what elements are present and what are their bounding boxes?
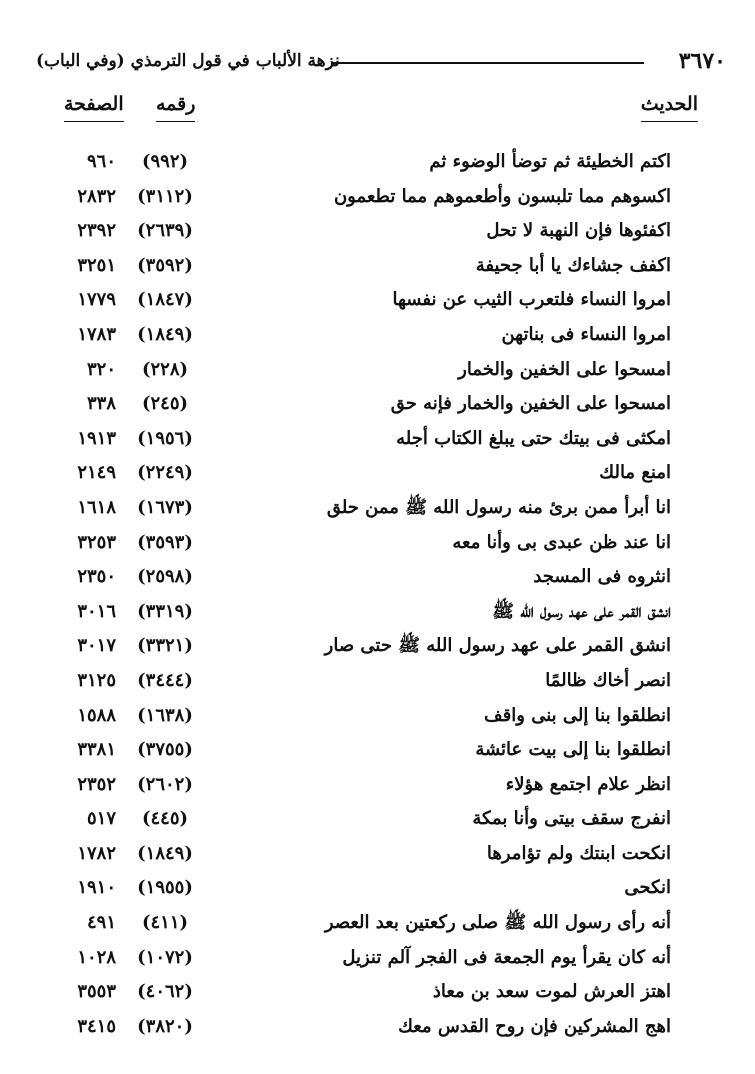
hadith-number: (١٨٤٩) (137, 842, 193, 864)
hadith-text: امسحوا على الخفين والخمار (458, 358, 671, 380)
hadith-text: انثروه فى المسجد (533, 566, 671, 588)
table-row (0, 1010, 755, 1045)
hadith-text: انشق القمر على عهد رسول الله ﷺ حتى صار (324, 635, 671, 657)
hadith-number: (١٨٤٧) (137, 289, 193, 311)
table-row (0, 975, 755, 1010)
hadith-text: امروا النساء فى بناتهن (501, 323, 671, 345)
page-reference: ٢٨٣٢ (77, 185, 116, 207)
hadith-text: انا أبرأ ممن برئ منه رسول الله ﷺ ممن حلق (326, 496, 671, 518)
page-reference: ٣٢٥١ (77, 254, 116, 276)
hadith-text: اهتز العرش لموت سعد بن معاذ (432, 981, 671, 1003)
hadith-number: (٤٤٥) (141, 808, 189, 830)
page-reference: ١٧٨٢ (77, 842, 116, 864)
table-row (0, 387, 755, 422)
table-row (0, 145, 755, 180)
column-heading-page: الصفحة (64, 90, 124, 122)
table-row (0, 629, 755, 664)
hadith-number: (٢٢٨) (141, 358, 189, 380)
page-reference: ١٩١٠ (77, 877, 116, 899)
hadith-number: (١٦٣٨) (137, 704, 193, 726)
hadith-number: (٣٨٢٠) (137, 1015, 193, 1037)
page-reference: ٣٠١٧ (77, 635, 116, 657)
hadith-number: (١٩٥٥) (137, 877, 193, 899)
table-row (0, 837, 755, 872)
page-reference: ٩٦٠ (86, 151, 116, 172)
hadith-number: (١٠٧٢) (137, 946, 193, 968)
table-row (0, 906, 755, 941)
table-row (0, 802, 755, 837)
hadith-number: (٣٤٤٤) (137, 669, 193, 691)
table-row (0, 941, 755, 976)
page-reference: ٤٩١ (86, 912, 116, 934)
page-reference: ٣٤١٥ (77, 1015, 116, 1037)
hadith-text: اهج المشركين فإن روح القدس معك (398, 1015, 671, 1037)
hadith-number: (١٨٤٩) (137, 323, 193, 345)
hadith-number: (٣٣٢١) (137, 635, 193, 657)
table-row (0, 664, 755, 699)
column-heading-hadith: الحديث (641, 90, 698, 122)
page-reference: ٣٣٨ (86, 393, 116, 415)
table-row (0, 526, 755, 561)
hadith-number: (٣٧٥٥) (137, 739, 193, 761)
page-reference: ١٧٧٩ (77, 289, 116, 311)
hadith-number: (٣١١٢) (137, 185, 193, 207)
hadith-text: أنه رأى رسول الله ﷺ صلى ركعتين بعد العصر (324, 912, 671, 934)
hadith-number: (٣٣١٩) (137, 600, 193, 622)
hadith-text: اكتم الخطيئة ثم توضأ الوضوء ثم (429, 151, 671, 172)
hadith-text: امروا النساء فلتعرب الثيب عن نفسها (392, 289, 671, 311)
hadith-text: امنع مالك (599, 462, 671, 484)
table-row (0, 180, 755, 215)
page-reference: ٣٢٥٣ (77, 531, 116, 553)
table-row (0, 595, 755, 630)
hadith-text: امسحوا على الخفين والخمار فإنه حق (390, 393, 671, 415)
hadith-text: انصر أخاك ظالمًا (545, 669, 671, 691)
hadith-number: (٣٥٩٢) (137, 254, 193, 276)
page-reference: ١٩١٣ (77, 427, 116, 449)
table-row (0, 422, 755, 457)
table-row (0, 353, 755, 388)
hadith-text: انطلقوا بنا إلى بنى واقف (484, 704, 671, 726)
index-table (0, 145, 755, 1044)
table-row (0, 699, 755, 734)
running-header (36, 46, 726, 78)
hadith-text: انظر علام اجتمع هؤلاء (505, 773, 671, 795)
hadith-text: انا عند ظن عبدى بى وأنا معه (452, 531, 671, 553)
page-reference: ٣٢٠ (86, 358, 116, 380)
page-reference: ٣٠١٦ (77, 600, 116, 622)
header-rule (332, 62, 644, 64)
hadith-number: (٢٥٩٨) (137, 566, 193, 588)
page-reference: ٣١٢٥ (77, 669, 116, 691)
page-reference: ١٠٢٨ (77, 946, 116, 968)
table-row (0, 318, 755, 353)
hadith-number: (٢٦٣٩) (137, 220, 193, 242)
table-row (0, 214, 755, 249)
page-reference: ٢٣٥٠ (77, 566, 116, 588)
page-reference: ٣٣٨١ (77, 739, 116, 761)
page-reference: ٢٣٩٢ (77, 220, 116, 242)
hadith-text: اكفئوها فإن النهبة لا تحل (486, 220, 671, 242)
table-row (0, 768, 755, 803)
page-reference: ٢١٤٩ (77, 462, 116, 484)
hadith-text: انشق القمر على عهد رسول الله ﷺ (492, 600, 671, 622)
page-number: ٣٦٧٠ (678, 48, 726, 74)
page-reference: ١٥٨٨ (77, 704, 116, 726)
table-row (0, 733, 755, 768)
hadith-text: اكسوهم مما تلبسون وأطعموهم مما تطعمون (333, 185, 671, 207)
page-reference: ٣٥٥٣ (77, 981, 116, 1003)
hadith-number: (٤٠٦٢) (137, 981, 193, 1003)
table-row (0, 871, 755, 906)
page-reference: ٥١٧ (86, 808, 116, 830)
page-reference: ١٦١٨ (77, 496, 116, 518)
hadith-number: (٩٩٢) (141, 151, 189, 172)
page-reference: ٢٣٥٢ (77, 773, 116, 795)
table-row (0, 560, 755, 595)
hadith-number: (١٦٧٣) (137, 496, 193, 518)
hadith-text: انطلقوا بنا إلى بيت عائشة (475, 739, 671, 761)
hadith-number: (٢٦٠٢) (137, 773, 193, 795)
hadith-text: امكثى فى بيتك حتى يبلغ الكتاب أجله (396, 427, 671, 449)
table-row (0, 456, 755, 491)
hadith-text: أنه كان يقرأ يوم الجمعة فى الفجر آلم تنزيل (342, 946, 671, 968)
table-row (0, 491, 755, 526)
hadith-number: (٣٥٩٣) (137, 531, 193, 553)
hadith-text: انكحى (624, 877, 671, 899)
table-row (0, 283, 755, 318)
book-title: نزهة الألباب في قول الترمذي (وفي الباب) (36, 51, 340, 71)
hadith-text: انفرج سقف بيتى وأنا بمكة (472, 808, 671, 830)
hadith-number: (٢٤٥) (141, 393, 189, 415)
hadith-text: انكحت ابنتك ولم تؤامرها (486, 842, 671, 864)
table-row (0, 249, 755, 284)
hadith-text: اكفف جشاءك يا أبا جحيفة (475, 254, 671, 276)
hadith-number: (١٩٥٦) (137, 427, 193, 449)
column-heading-number: رقمه (156, 90, 195, 122)
page-reference: ١٧٨٣ (77, 323, 116, 345)
hadith-number: (٢٢٤٩) (137, 462, 193, 484)
hadith-number: (٤١١) (141, 912, 189, 934)
